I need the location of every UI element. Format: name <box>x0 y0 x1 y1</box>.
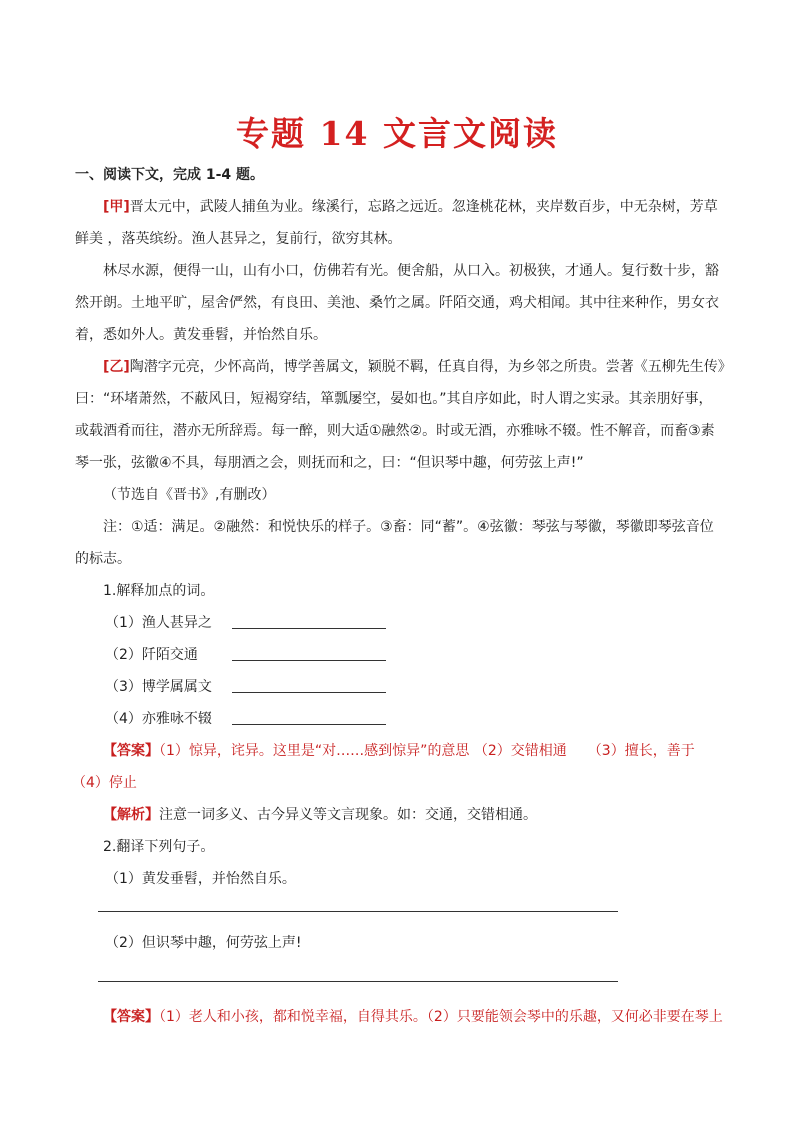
q2-sentence-2: （2）但识琴中趣，何劳弦上声! <box>105 935 302 951</box>
answer-emphasis: “对……感到惊异” <box>314 743 428 759</box>
q1-answer-line-2: （4）停止 <box>72 775 137 791</box>
passage-jia-line-5: 着，悉如外人。黄发垂髫，并怡然自乐。 <box>75 327 327 343</box>
translation-line-2[interactable] <box>98 981 618 982</box>
q1-answer-line-1 <box>103 741 763 761</box>
answer-text: （1）老人和小孩，都和悦幸福，自得其乐。（2）只要能领会琴中的乐趣，又何必非要在琴上 <box>159 1009 723 1025</box>
q1-item-3: （3）博学属属文 <box>105 679 212 695</box>
q2-answer <box>103 1007 763 1027</box>
answer-tag: 【答案】 <box>103 743 159 759</box>
passage-jia-label: [甲] <box>103 199 130 215</box>
q1-prompt: 1.解释加点的词。 <box>103 583 215 599</box>
passage-jia-line-1 <box>103 197 763 217</box>
passage-source: （节选自《晋书》,有删改） <box>103 487 276 503</box>
passage-yi-line-3: 或载酒肴而往，潜亦无所辞焉。每一醉，则大适①融然②。时或无酒，亦雅咏不辍。性不解音，而畜③素 <box>75 423 715 439</box>
q1-item-1: （1）渔人甚异之 <box>105 615 212 631</box>
passage-jia-line-4: 然开朗。土地平旷，屋舍俨然，有良田、美池、桑竹之属。阡陌交通，鸡犬相闻。其中往来种作，男女衣 <box>75 295 719 311</box>
answer-blank-3[interactable] <box>232 692 386 693</box>
answer-blank-1[interactable] <box>232 628 386 629</box>
q2-prompt: 2.翻译下列句子。 <box>103 839 215 855</box>
q2-sentence-1: （1）黄发垂髫，并怡然自乐。 <box>105 871 296 887</box>
passage-jia-line-2: 鲜美 ，落英缤纷。渔人甚异之，复前行，欲穷其林。 <box>75 231 402 247</box>
notes-line-1: 注：①适：满足。②融然：和悦快乐的样子。③畜：同“蓄”。④弦徽：琴弦与琴徽，琴徽即琴弦音位 <box>103 519 714 535</box>
passage-yi-line-1 <box>103 357 763 377</box>
passage-yi-line-4: 琴一张，弦徽④不具，每朋酒之会，则抚而和之，曰：“但识琴中趣，何劳弦上声!” <box>75 455 584 471</box>
answer-text: 的意思 （2）交错相通 （3）擅长，善于 <box>427 743 695 759</box>
section-heading: 一、阅读下文，完成 1-4 题。 <box>75 167 265 183</box>
q1-item-2: （2）阡陌交通 <box>105 647 198 663</box>
passage-yi-label: [乙] <box>103 359 130 375</box>
passage-yi-line-2: 曰：“环堵萧然，不蔽风日，短褐穿结，箪瓢屡空，晏如也。”其自序如此，时人谓之实录。其亲朋好事， <box>75 391 713 407</box>
answer-tag: 【答案】 <box>103 1009 159 1025</box>
analysis-tag: 【解析】 <box>103 807 159 823</box>
answer-blank-2[interactable] <box>232 660 386 661</box>
q1-analysis <box>103 805 763 825</box>
answer-text: （1）惊异，诧异。这里是 <box>159 743 315 759</box>
q1-item-4: （4）亦雅咏不辍 <box>105 711 212 727</box>
page-title: 专题 14 文言文阅读 <box>236 114 558 153</box>
passage-text: 陶潜字元亮，少怀高尚，博学善属文，颖脱不羁，任真自得，为乡邻之所贵。尝著《五柳先生传》 <box>129 359 732 375</box>
analysis-text: 注意一词多义、古今异义等文言现象。如：交通，交错相通。 <box>159 807 537 823</box>
notes-line-2: 的标志。 <box>75 551 131 567</box>
passage-jia-line-3: 林尽水源，便得一山，山有小口，仿佛若有光。便舍船，从口入。初极狭，才通人。复行数十步，豁 <box>103 263 719 279</box>
passage-text: 晋太元中，武陵人捕鱼为业。缘溪行，忘路之远近。忽逢桃花林，夹岸数百步，中无杂树，芳草 <box>129 199 718 215</box>
answer-blank-4[interactable] <box>232 724 386 725</box>
translation-line-1[interactable] <box>98 911 618 912</box>
